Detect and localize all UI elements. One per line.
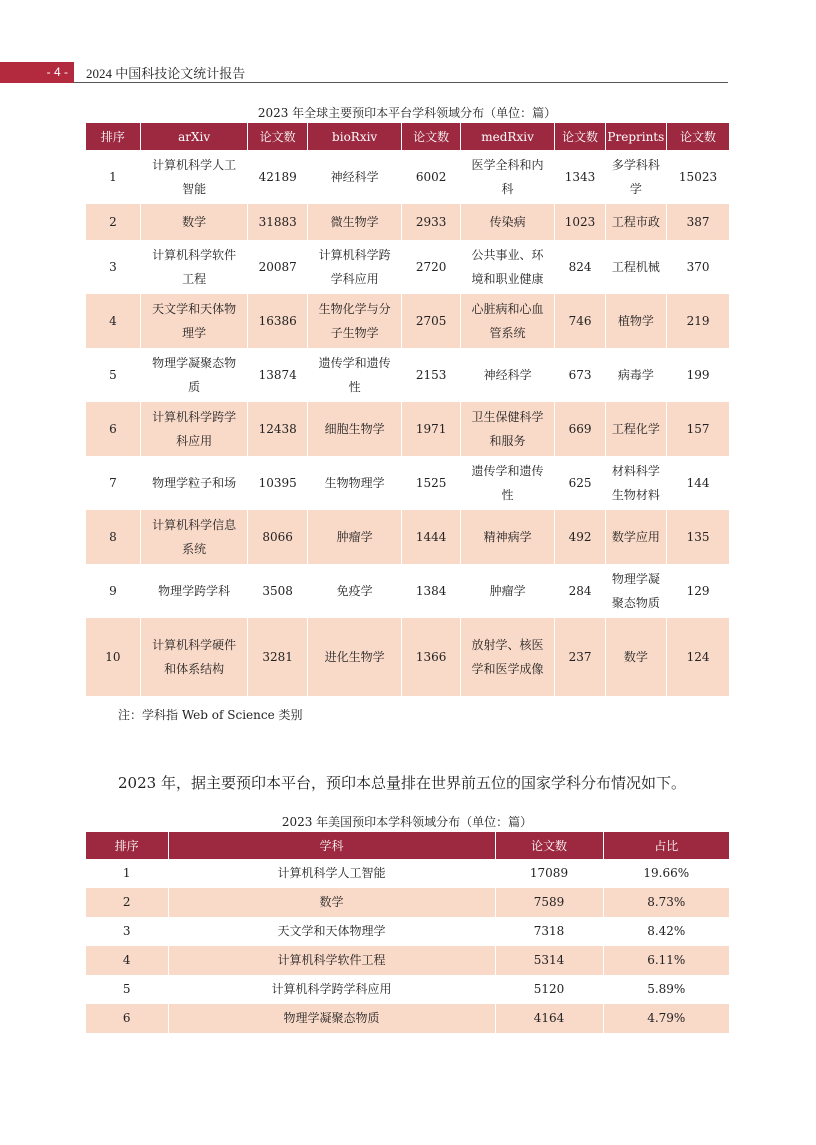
cell-text: 5.89% — [647, 982, 686, 996]
table-cell — [140, 618, 248, 696]
table-cell — [307, 348, 402, 402]
table-cell — [248, 348, 307, 402]
table-cell — [86, 564, 140, 618]
cell-text: 物理学跨学科 — [158, 584, 231, 599]
cell-text: 3 — [109, 260, 117, 274]
table-cell — [555, 456, 605, 510]
table-cell — [86, 348, 140, 402]
cell-text: 医学全科和内科 — [471, 158, 544, 196]
cell-text: 16386 — [258, 314, 297, 328]
table-row — [86, 564, 729, 618]
cell-text: 1 — [109, 170, 117, 184]
paragraph-text: 2023 年，据主要预印本平台，预印本总量排在世界前五位的国家学科分布情况如下。 — [118, 774, 686, 792]
cell-text: 31883 — [258, 215, 297, 229]
table-cell — [248, 402, 307, 456]
cell-text: 多学科科学 — [611, 158, 660, 196]
table-cell — [86, 946, 168, 975]
cell-text: 心脏病和心血管系统 — [471, 302, 544, 340]
table-cell — [460, 348, 555, 402]
table-cell — [460, 564, 555, 618]
cell-text: 1366 — [415, 650, 447, 664]
cell-text: 42189 — [258, 170, 297, 184]
table-row — [86, 888, 729, 917]
table-cell — [140, 456, 248, 510]
table-cell — [605, 240, 666, 294]
cell-text: 284 — [568, 584, 592, 598]
cell-text: 4164 — [533, 1011, 565, 1025]
table-cell — [140, 240, 248, 294]
col-share: 占比 — [603, 832, 729, 859]
cell-text: 10 — [105, 650, 121, 664]
table-cell — [86, 456, 140, 510]
cell-text: 3281 — [262, 650, 293, 664]
cell-text: 遗传学和遗传性 — [471, 464, 544, 502]
cell-text: 生物物理学 — [324, 476, 385, 491]
cell-text: 20087 — [258, 260, 297, 274]
cell-text: 物理学粒子和场 — [152, 476, 237, 491]
table-cell — [667, 240, 729, 294]
cell-text: 传染病 — [489, 215, 526, 230]
table-cell — [603, 917, 729, 946]
cell-text: 数学应用 — [611, 530, 660, 545]
col-rank: 排序 — [86, 123, 140, 150]
table-cell — [140, 204, 248, 240]
table-cell — [86, 510, 140, 564]
cell-text: 3508 — [262, 584, 293, 598]
cell-text: 124 — [686, 650, 710, 664]
table-cell — [402, 348, 460, 402]
table-cell — [667, 294, 729, 348]
table-cell — [307, 240, 402, 294]
col-preprints-count: 论文数 — [667, 123, 729, 150]
cell-text: 4 — [109, 314, 117, 328]
cell-text: 天文学和天体物理学 — [277, 924, 386, 938]
table-row — [86, 975, 729, 1004]
table-cell — [86, 204, 140, 240]
table-cell — [86, 240, 140, 294]
table-cell — [495, 1004, 603, 1033]
table-cell — [402, 150, 460, 204]
table-cell — [495, 917, 603, 946]
cell-text: 17089 — [529, 866, 569, 880]
col-arxiv-count: 论文数 — [248, 123, 307, 150]
cell-text: 放射学、核医学和医学成像 — [471, 638, 544, 676]
table-cell — [603, 888, 729, 917]
table-cell — [140, 402, 248, 456]
cell-text: 8066 — [262, 530, 293, 544]
table-cell — [495, 888, 603, 917]
cell-text: 6.11% — [647, 953, 686, 967]
cell-text: 199 — [686, 368, 710, 382]
cell-text: 卫生保健科学和服务 — [471, 410, 544, 448]
cell-text: 计算机科学跨学科应用 — [318, 248, 391, 286]
col-rank: 排序 — [86, 832, 168, 859]
table-cell — [248, 204, 307, 240]
table-row — [86, 917, 729, 946]
table-cell — [603, 859, 729, 888]
cell-text: 492 — [568, 530, 592, 544]
table-cell — [667, 204, 729, 240]
cell-text: 135 — [686, 530, 710, 544]
table-cell — [86, 1004, 168, 1033]
cell-text: 精神病学 — [483, 530, 532, 545]
page-number: - 4 - — [0, 62, 74, 83]
table-cell — [555, 150, 605, 204]
col-count: 论文数 — [495, 832, 603, 859]
table-cell — [555, 348, 605, 402]
table-cell — [402, 402, 460, 456]
usa-preprint-table — [86, 832, 729, 1033]
cell-text: 9 — [109, 584, 117, 598]
cell-text: 数学 — [182, 215, 207, 230]
table-cell — [460, 510, 555, 564]
cell-text: 工程机械 — [611, 260, 660, 275]
cell-text: 微生物学 — [330, 215, 379, 230]
table-cell — [555, 204, 605, 240]
table-cell — [168, 859, 495, 888]
cell-text: 5 — [122, 982, 131, 996]
cell-text: 2720 — [415, 260, 447, 274]
table-row — [86, 348, 729, 402]
cell-text: 2 — [109, 215, 117, 229]
cell-text: 2705 — [415, 314, 447, 328]
cell-text: 细胞生物学 — [324, 422, 385, 437]
table-cell — [140, 294, 248, 348]
cell-text: 1444 — [415, 530, 447, 544]
cell-text: 8.42% — [647, 924, 686, 938]
table-cell — [86, 402, 140, 456]
cell-text: 工程化学 — [611, 422, 660, 437]
table-cell — [667, 618, 729, 696]
table-cell — [605, 510, 666, 564]
table-row — [86, 150, 729, 204]
cell-text: 计算机科学硬件和体系结构 — [152, 638, 237, 676]
table-cell — [307, 618, 402, 696]
table-cell — [460, 150, 555, 204]
table-row — [86, 946, 729, 975]
cell-text: 10395 — [258, 476, 297, 490]
table-cell — [605, 348, 666, 402]
table-cell — [140, 564, 248, 618]
table-cell — [307, 204, 402, 240]
table-cell — [86, 917, 168, 946]
table-cell — [402, 204, 460, 240]
table-cell — [248, 456, 307, 510]
table-row — [86, 510, 729, 564]
cell-text: 5 — [109, 368, 117, 382]
table-cell — [555, 402, 605, 456]
cell-text: 进化生物学 — [324, 650, 385, 665]
table-cell — [603, 975, 729, 1004]
cell-text: 计算机科学人工智能 — [277, 866, 386, 880]
col-subject: 学科 — [168, 832, 495, 859]
cell-text: 计算机科学跨学科应用 — [152, 410, 237, 448]
table-cell — [605, 618, 666, 696]
table-cell — [402, 564, 460, 618]
cell-text: 1023 — [564, 215, 596, 229]
cell-text: 数学 — [319, 895, 344, 909]
cell-text: 8 — [109, 530, 117, 544]
cell-text: 13874 — [258, 368, 297, 382]
table-cell — [307, 402, 402, 456]
cell-text: 15023 — [678, 170, 718, 184]
table-cell — [86, 888, 168, 917]
cell-text: 植物学 — [617, 314, 654, 329]
cell-text: 数学 — [623, 650, 648, 665]
table-cell — [605, 204, 666, 240]
table-cell — [402, 510, 460, 564]
cell-text: 生物化学与分子生物学 — [318, 302, 391, 340]
cell-text: 673 — [568, 368, 592, 382]
table-cell — [495, 975, 603, 1004]
table2-caption: 2023 年美国预印本学科领域分布（单位：篇） — [281, 815, 533, 829]
table-cell — [168, 888, 495, 917]
table-cell — [555, 564, 605, 618]
table-cell — [307, 510, 402, 564]
cell-text: 工程市政 — [611, 215, 660, 230]
cell-text: 物理学凝聚态物质 — [611, 572, 660, 610]
table-cell — [605, 564, 666, 618]
table-cell — [402, 240, 460, 294]
table-cell — [168, 917, 495, 946]
cell-text: 免疫学 — [336, 584, 373, 599]
cell-text: 19.66% — [643, 866, 690, 880]
table-cell — [460, 240, 555, 294]
table-cell — [667, 348, 729, 402]
table-cell — [248, 510, 307, 564]
table-row — [86, 240, 729, 294]
table-cell — [248, 618, 307, 696]
table-cell — [605, 294, 666, 348]
table2-header-row — [86, 832, 729, 859]
table-cell — [248, 150, 307, 204]
col-biorxiv-count: 论文数 — [402, 123, 460, 150]
cell-text: 219 — [686, 314, 710, 328]
cell-text: 6 — [122, 1011, 131, 1025]
cell-text: 2933 — [415, 215, 447, 229]
table-row — [86, 456, 729, 510]
table-cell — [140, 150, 248, 204]
table-cell — [555, 510, 605, 564]
table-cell — [460, 294, 555, 348]
table-cell — [248, 564, 307, 618]
cell-text: 4 — [122, 953, 131, 967]
table-cell — [667, 456, 729, 510]
table-cell — [495, 859, 603, 888]
table-cell — [86, 975, 168, 1004]
cell-text: 天文学和天体物理学 — [152, 302, 237, 340]
cell-text: 1 — [122, 866, 131, 880]
cell-text: 669 — [568, 422, 592, 436]
cell-text: 计算机科学人工智能 — [152, 158, 237, 196]
table-row — [86, 618, 729, 696]
cell-text: 8.73% — [647, 895, 686, 909]
table-cell — [307, 294, 402, 348]
cell-text: 625 — [568, 476, 592, 490]
cell-text: 7589 — [533, 895, 565, 909]
cell-text: 129 — [686, 584, 710, 598]
table-cell — [168, 946, 495, 975]
cell-text: 2153 — [415, 368, 447, 382]
col-biorxiv: bioRxiv — [307, 123, 402, 150]
cell-text: 1384 — [415, 584, 447, 598]
table1-caption: 2023 年全球主要预印本平台学科领域分布（单位：篇） — [257, 106, 557, 120]
table-row — [86, 204, 729, 240]
cell-text: 237 — [568, 650, 592, 664]
table-cell — [248, 240, 307, 294]
cell-text: 肿瘤学 — [336, 530, 373, 545]
cell-text: 4.79% — [647, 1011, 686, 1025]
table-cell — [307, 150, 402, 204]
col-preprints: Preprints — [605, 123, 666, 150]
table-cell — [86, 150, 140, 204]
table-cell — [460, 618, 555, 696]
table-cell — [86, 618, 140, 696]
cell-text: 5314 — [533, 953, 565, 967]
table-cell — [307, 564, 402, 618]
cell-text: 物理学凝聚态物质 — [152, 356, 237, 394]
table-cell — [402, 618, 460, 696]
table-cell — [555, 294, 605, 348]
cell-text: 6 — [109, 422, 117, 436]
cell-text: 材料科学生物材料 — [611, 464, 660, 502]
cell-text: 3 — [122, 924, 131, 938]
table-cell — [667, 402, 729, 456]
table-cell — [248, 294, 307, 348]
table-cell — [86, 294, 140, 348]
table-cell — [140, 510, 248, 564]
cell-text: 157 — [686, 422, 710, 436]
cell-text: 公共事业、环境和职业健康 — [471, 248, 544, 286]
cell-text: 计算机科学信息系统 — [152, 518, 237, 556]
col-arxiv: arXiv — [140, 123, 248, 150]
table-cell — [667, 150, 729, 204]
cell-text: 计算机科学跨学科应用 — [271, 982, 392, 996]
table-cell — [86, 859, 168, 888]
cell-text: 746 — [568, 314, 592, 328]
cell-text: 1343 — [564, 170, 596, 184]
table-cell — [460, 402, 555, 456]
page-header — [0, 62, 816, 86]
table-cell — [667, 564, 729, 618]
cell-text: 387 — [686, 215, 710, 229]
cell-text: 2 — [122, 895, 131, 909]
table-cell — [605, 150, 666, 204]
cell-text: 病毒学 — [617, 368, 654, 383]
table-cell — [307, 456, 402, 510]
table-cell — [460, 204, 555, 240]
table-cell — [460, 456, 555, 510]
table-cell — [168, 975, 495, 1004]
table-cell — [555, 618, 605, 696]
cell-text: 物理学凝聚态物质 — [283, 1011, 380, 1025]
table1-note: 注：学科指 Web of Science 类别 — [118, 708, 303, 722]
col-medrxiv: medRxiv — [460, 123, 555, 150]
table1-header-row — [86, 123, 729, 150]
cell-text: 计算机科学软件工程 — [152, 248, 237, 286]
table-cell — [605, 456, 666, 510]
table-cell — [667, 510, 729, 564]
col-medrxiv-count: 论文数 — [555, 123, 605, 150]
cell-text: 12438 — [258, 422, 297, 436]
cell-text: 144 — [686, 476, 710, 490]
cell-text: 肿瘤学 — [489, 584, 526, 599]
table-row — [86, 859, 729, 888]
cell-text: 370 — [686, 260, 710, 274]
table-cell — [402, 456, 460, 510]
table-cell — [140, 348, 248, 402]
cell-text: 神经科学 — [483, 368, 532, 383]
table-row — [86, 402, 729, 456]
cell-text: 7318 — [533, 924, 565, 938]
table-cell — [168, 1004, 495, 1033]
table-cell — [495, 946, 603, 975]
table-row — [86, 294, 729, 348]
cell-text: 1971 — [415, 422, 447, 436]
cell-text: 1525 — [415, 476, 447, 490]
header-divider — [74, 82, 728, 83]
cell-text: 神经科学 — [330, 170, 379, 185]
table-cell — [555, 240, 605, 294]
cell-text: 6002 — [415, 170, 447, 184]
cell-text: 7 — [109, 476, 117, 490]
table-cell — [402, 294, 460, 348]
table-cell — [605, 402, 666, 456]
table-cell — [603, 946, 729, 975]
report-title: 2024 中国科技论文统计报告 — [86, 66, 246, 81]
global-preprint-table — [86, 123, 729, 696]
cell-text: 计算机科学软件工程 — [277, 953, 386, 967]
cell-text: 5120 — [533, 982, 565, 996]
cell-text: 遗传学和遗传性 — [318, 356, 391, 394]
table-cell — [603, 1004, 729, 1033]
table-row — [86, 1004, 729, 1033]
cell-text: 824 — [568, 260, 592, 274]
